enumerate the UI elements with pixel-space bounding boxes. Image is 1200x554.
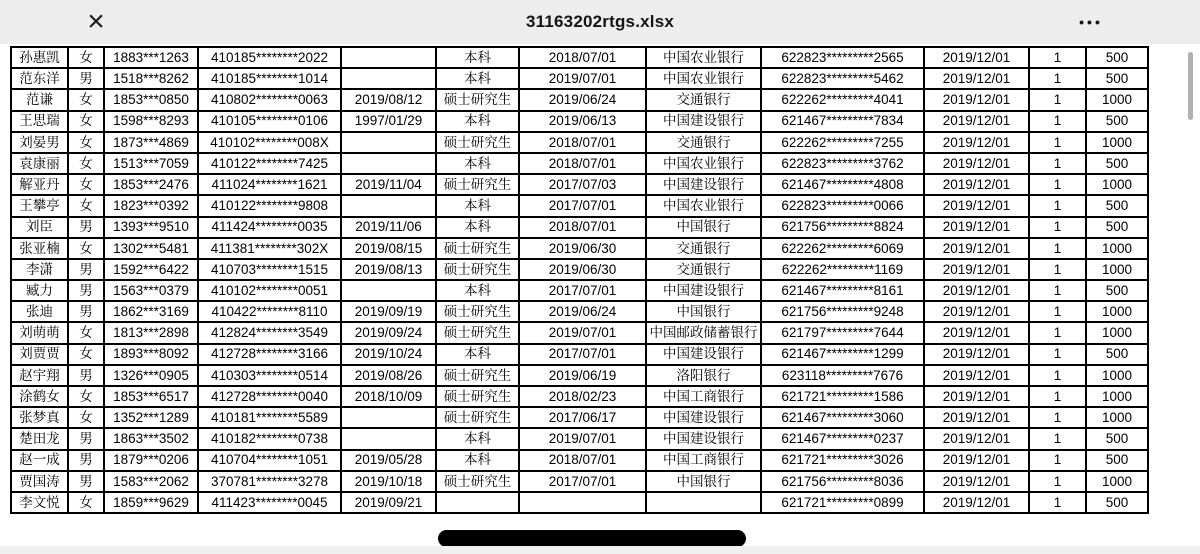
cell-name: 刘晏男 (11, 132, 68, 153)
cell-count: 1 (1029, 195, 1086, 216)
cell-phone: 1518***8262 (104, 68, 198, 89)
cell-bank: 交通银行 (646, 132, 761, 153)
cell-card-number: 622262*********7255 (761, 132, 924, 153)
cell-gender: 男 (68, 365, 104, 386)
cell-date-1: 2019/10/18 (341, 471, 436, 492)
cell-count: 1 (1029, 68, 1086, 89)
cell-date-3: 2019/12/01 (924, 153, 1029, 174)
table-row (11, 153, 1148, 174)
cell-gender: 女 (68, 322, 104, 343)
cell-id-number: 410422********8110 (198, 301, 341, 322)
cell-date-1: 2019/10/24 (341, 344, 436, 365)
cell-date-3: 2019/12/01 (924, 47, 1029, 68)
cell-education: 硕士研究生 (436, 322, 519, 343)
cell-amount: 1000 (1086, 238, 1148, 259)
cell-id-number: 410802********0063 (198, 89, 341, 110)
cell-date-3: 2019/12/01 (924, 174, 1029, 195)
cell-name: 袁康丽 (11, 153, 68, 174)
cell-name: 范东洋 (11, 68, 68, 89)
cell-amount: 500 (1086, 47, 1148, 68)
cell-education: 硕士研究生 (436, 301, 519, 322)
cell-id-number: 410303********0514 (198, 365, 341, 386)
cell-amount: 500 (1086, 450, 1148, 471)
cell-education: 硕士研究生 (436, 407, 519, 428)
cell-date-2: 2018/07/01 (519, 217, 646, 238)
cell-date-2: 2017/07/03 (519, 174, 646, 195)
cell-amount: 1000 (1086, 174, 1148, 195)
cell-card-number: 622823*********2565 (761, 47, 924, 68)
cell-bank: 中国建设银行 (646, 407, 761, 428)
table-row (11, 195, 1148, 216)
cell-name: 刘臣 (11, 217, 68, 238)
cell-date-2: 2019/06/24 (519, 89, 646, 110)
cell-phone: 1592***6422 (104, 259, 198, 280)
cell-date-1: 2019/08/13 (341, 259, 436, 280)
cell-date-1 (341, 153, 436, 174)
cell-phone: 1879***0206 (104, 450, 198, 471)
table-row (11, 492, 1148, 513)
cell-card-number: 622823*********5462 (761, 68, 924, 89)
cell-bank: 交通银行 (646, 238, 761, 259)
cell-date-1: 2019/08/12 (341, 89, 436, 110)
cell-bank: 中国农业银行 (646, 68, 761, 89)
cell-gender: 女 (68, 238, 104, 259)
file-title: 31163202rtgs.xlsx (525, 12, 675, 31)
cell-id-number: 410185********1014 (198, 68, 341, 89)
cell-bank: 中国建设银行 (646, 280, 761, 301)
cell-amount: 1000 (1086, 301, 1148, 322)
cell-card-number: 622823*********3762 (761, 153, 924, 174)
cell-amount: 1000 (1086, 132, 1148, 153)
cell-id-number: 412824********3549 (198, 322, 341, 343)
cell-count: 1 (1029, 450, 1086, 471)
table-row (11, 47, 1148, 68)
cell-id-number: 411423********0045 (198, 492, 341, 513)
cell-name: 李文悦 (11, 492, 68, 513)
cell-id-number: 410102********008X (198, 132, 341, 153)
cell-date-2: 2019/07/01 (519, 322, 646, 343)
cell-education: 本科 (436, 68, 519, 89)
table-row (11, 132, 1148, 153)
cell-education: 本科 (436, 344, 519, 365)
cell-bank: 交通银行 (646, 259, 761, 280)
cell-name: 王攀亭 (11, 195, 68, 216)
cell-id-number: 370781********3278 (198, 471, 341, 492)
cell-gender: 男 (68, 428, 104, 449)
cell-id-number: 410704********1051 (198, 450, 341, 471)
cell-id-number: 411381********302X (198, 238, 341, 259)
cell-count: 1 (1029, 174, 1086, 195)
cell-name: 解亚丹 (11, 174, 68, 195)
cell-id-number: 410703********1515 (198, 259, 341, 280)
cell-name: 张迪 (11, 301, 68, 322)
table-row (11, 301, 1148, 322)
cell-date-2 (519, 492, 646, 513)
cell-phone: 1883***1263 (104, 47, 198, 68)
cell-amount: 500 (1086, 280, 1148, 301)
cell-education: 本科 (436, 450, 519, 471)
cell-phone: 1893***8092 (104, 344, 198, 365)
cell-date-3: 2019/12/01 (924, 111, 1029, 132)
cell-date-2: 2018/07/01 (519, 47, 646, 68)
cell-date-1: 2019/09/24 (341, 322, 436, 343)
cell-gender: 女 (68, 132, 104, 153)
cell-date-3: 2019/12/01 (924, 344, 1029, 365)
cell-id-number: 412728********0040 (198, 386, 341, 407)
cell-count: 1 (1029, 111, 1086, 132)
cell-date-1 (341, 47, 436, 68)
cell-phone: 1873***4869 (104, 132, 198, 153)
redaction-bar (438, 530, 746, 547)
cell-count: 1 (1029, 428, 1086, 449)
cell-education: 本科 (436, 47, 519, 68)
cell-id-number: 411024********1621 (198, 174, 341, 195)
cell-phone: 1302***5481 (104, 238, 198, 259)
cell-gender: 女 (68, 174, 104, 195)
cell-card-number: 621467*********3060 (761, 407, 924, 428)
table-row (11, 407, 1148, 428)
cell-bank: 中国建设银行 (646, 428, 761, 449)
cell-bank: 交通银行 (646, 89, 761, 110)
cell-date-3: 2019/12/01 (924, 68, 1029, 89)
cell-name: 王思瑞 (11, 111, 68, 132)
cell-gender: 男 (68, 217, 104, 238)
cell-name: 张梦真 (11, 407, 68, 428)
cell-date-2: 2019/06/19 (519, 365, 646, 386)
close-button[interactable] (76, 0, 116, 44)
cell-name: 涂鹤女 (11, 386, 68, 407)
cell-date-3: 2019/12/01 (924, 217, 1029, 238)
cell-bank: 中国工商银行 (646, 450, 761, 471)
cell-date-2: 2017/07/01 (519, 195, 646, 216)
cell-gender: 男 (68, 280, 104, 301)
cell-bank: 中国建设银行 (646, 174, 761, 195)
cell-bank: 中国银行 (646, 217, 761, 238)
cell-date-2: 2018/07/01 (519, 132, 646, 153)
cell-phone: 1862***3169 (104, 301, 198, 322)
table-row (11, 322, 1148, 343)
cell-id-number: 410181********5589 (198, 407, 341, 428)
cell-count: 1 (1029, 471, 1086, 492)
cell-card-number: 621721*********1586 (761, 386, 924, 407)
cell-date-2: 2017/07/01 (519, 280, 646, 301)
cell-phone: 1823***0392 (104, 195, 198, 216)
cell-phone: 1563***0379 (104, 280, 198, 301)
cell-amount: 1000 (1086, 365, 1148, 386)
cell-phone: 1583***2062 (104, 471, 198, 492)
cell-gender: 男 (68, 450, 104, 471)
cell-education: 硕士研究生 (436, 89, 519, 110)
cell-date-3: 2019/12/01 (924, 301, 1029, 322)
spreadsheet-view[interactable] (0, 44, 1200, 554)
cell-name: 刘贾贾 (11, 344, 68, 365)
cell-phone: 1513***7059 (104, 153, 198, 174)
cell-date-2: 2017/06/17 (519, 407, 646, 428)
cell-bank: 中国农业银行 (646, 195, 761, 216)
cell-gender: 男 (68, 471, 104, 492)
cell-date-3: 2019/12/01 (924, 132, 1029, 153)
cell-date-1: 2018/10/09 (341, 386, 436, 407)
cell-card-number: 622262*********4041 (761, 89, 924, 110)
cell-date-1: 2019/11/04 (341, 174, 436, 195)
cell-count: 1 (1029, 344, 1086, 365)
cell-name: 贾国涛 (11, 471, 68, 492)
table-row (11, 428, 1148, 449)
more-dots-icon: ••• (1079, 14, 1103, 30)
cell-date-2: 2017/07/01 (519, 471, 646, 492)
cell-phone: 1859***9629 (104, 492, 198, 513)
cell-name: 赵一成 (11, 450, 68, 471)
cell-name: 刘萌萌 (11, 322, 68, 343)
table-row (11, 89, 1148, 110)
cell-card-number: 621756*********8036 (761, 471, 924, 492)
cell-count: 1 (1029, 386, 1086, 407)
cell-date-3: 2019/12/01 (924, 428, 1029, 449)
table-row (11, 217, 1148, 238)
cell-bank: 中国银行 (646, 471, 761, 492)
cell-date-1 (341, 280, 436, 301)
cell-education: 本科 (436, 153, 519, 174)
cell-date-3: 2019/12/01 (924, 195, 1029, 216)
cell-gender: 男 (68, 301, 104, 322)
cell-date-1 (341, 68, 436, 89)
cell-bank (646, 492, 761, 513)
cell-date-2: 2019/06/13 (519, 111, 646, 132)
cell-gender: 女 (68, 386, 104, 407)
cell-bank: 中国农业银行 (646, 47, 761, 68)
cell-date-3: 2019/12/01 (924, 89, 1029, 110)
cell-bank: 中国工商银行 (646, 386, 761, 407)
cell-id-number: 410122********7425 (198, 153, 341, 174)
table-row (11, 471, 1148, 492)
cell-card-number: 621467*********4808 (761, 174, 924, 195)
cell-amount: 500 (1086, 344, 1148, 365)
cell-name: 孙惠凯 (11, 47, 68, 68)
titlebar (0, 0, 1200, 44)
cell-date-2: 2019/07/01 (519, 68, 646, 89)
cell-education: 硕士研究生 (436, 259, 519, 280)
cell-card-number: 621721*********0899 (761, 492, 924, 513)
cell-count: 1 (1029, 492, 1086, 513)
cell-date-1: 2019/11/06 (341, 217, 436, 238)
cell-amount: 500 (1086, 111, 1148, 132)
cell-card-number: 621467*********0237 (761, 428, 924, 449)
cell-date-1: 2019/09/21 (341, 492, 436, 513)
cell-education: 硕士研究生 (436, 174, 519, 195)
cell-amount: 500 (1086, 195, 1148, 216)
close-icon: × (87, 5, 105, 38)
cell-count: 1 (1029, 238, 1086, 259)
table-row (11, 386, 1148, 407)
cell-card-number: 621467*********1299 (761, 344, 924, 365)
cell-id-number: 411424********0035 (198, 217, 341, 238)
cell-phone: 1598***8293 (104, 111, 198, 132)
cell-card-number: 623118*********7676 (761, 365, 924, 386)
data-table (10, 46, 1149, 514)
cell-gender: 女 (68, 492, 104, 513)
cell-gender: 女 (68, 195, 104, 216)
cell-card-number: 621467*********7834 (761, 111, 924, 132)
cell-gender: 女 (68, 89, 104, 110)
cell-card-number: 621467*********8161 (761, 280, 924, 301)
cell-gender: 女 (68, 344, 104, 365)
cell-date-2: 2019/06/30 (519, 238, 646, 259)
cell-amount: 1000 (1086, 89, 1148, 110)
cell-date-1 (341, 195, 436, 216)
cell-count: 1 (1029, 47, 1086, 68)
cell-bank: 中国建设银行 (646, 344, 761, 365)
cell-date-3: 2019/12/01 (924, 492, 1029, 513)
cell-count: 1 (1029, 280, 1086, 301)
bottom-edge (0, 546, 1200, 554)
cell-gender: 女 (68, 153, 104, 174)
cell-date-3: 2019/12/01 (924, 280, 1029, 301)
cell-id-number: 410122********9808 (198, 195, 341, 216)
cell-id-number: 410102********0051 (198, 280, 341, 301)
cell-date-1: 2019/08/15 (341, 238, 436, 259)
cell-education: 本科 (436, 217, 519, 238)
cell-education: 硕士研究生 (436, 386, 519, 407)
cell-date-2: 2019/06/24 (519, 301, 646, 322)
cell-amount: 1000 (1086, 259, 1148, 280)
cell-date-1: 2019/05/28 (341, 450, 436, 471)
cell-date-1 (341, 407, 436, 428)
cell-card-number: 622262*********1169 (761, 259, 924, 280)
cell-amount: 1000 (1086, 322, 1148, 343)
cell-date-3: 2019/12/01 (924, 259, 1029, 280)
cell-gender: 女 (68, 111, 104, 132)
cell-id-number: 412728********3166 (198, 344, 341, 365)
cell-name: 李潇 (11, 259, 68, 280)
cell-date-2: 2019/06/30 (519, 259, 646, 280)
cell-count: 1 (1029, 217, 1086, 238)
cell-gender: 女 (68, 47, 104, 68)
cell-amount: 1000 (1086, 471, 1148, 492)
cell-name: 楚田龙 (11, 428, 68, 449)
cell-count: 1 (1029, 153, 1086, 174)
cell-count: 1 (1029, 89, 1086, 110)
cell-count: 1 (1029, 132, 1086, 153)
cell-date-3: 2019/12/01 (924, 407, 1029, 428)
table-row (11, 344, 1148, 365)
table-row (11, 365, 1148, 386)
cell-card-number: 621756*********8824 (761, 217, 924, 238)
cell-card-number: 621797*********7644 (761, 322, 924, 343)
cell-date-2: 2018/07/01 (519, 450, 646, 471)
cell-phone: 1853***0850 (104, 89, 198, 110)
cell-amount: 500 (1086, 153, 1148, 174)
cell-phone: 1853***2476 (104, 174, 198, 195)
cell-amount: 1000 (1086, 386, 1148, 407)
cell-id-number: 410185********2022 (198, 47, 341, 68)
cell-date-1 (341, 132, 436, 153)
cell-phone: 1326***0905 (104, 365, 198, 386)
table-row (11, 259, 1148, 280)
cell-date-2: 2019/07/01 (519, 428, 646, 449)
cell-amount: 500 (1086, 217, 1148, 238)
cell-education: 本科 (436, 195, 519, 216)
cell-card-number: 622823*********0066 (761, 195, 924, 216)
more-menu-button[interactable] (1070, 0, 1112, 44)
cell-count: 1 (1029, 407, 1086, 428)
cell-phone: 1863***3502 (104, 428, 198, 449)
cell-gender: 男 (68, 68, 104, 89)
cell-education: 硕士研究生 (436, 471, 519, 492)
cell-id-number: 410182********0738 (198, 428, 341, 449)
table-row (11, 174, 1148, 195)
cell-bank: 中国银行 (646, 301, 761, 322)
cell-education (436, 492, 519, 513)
cell-name: 赵宇翔 (11, 365, 68, 386)
cell-date-2: 2018/07/01 (519, 153, 646, 174)
cell-count: 1 (1029, 322, 1086, 343)
cell-date-2: 2017/07/01 (519, 344, 646, 365)
cell-education: 本科 (436, 428, 519, 449)
cell-date-3: 2019/12/01 (924, 450, 1029, 471)
table-row (11, 450, 1148, 471)
cell-amount: 500 (1086, 428, 1148, 449)
cell-count: 1 (1029, 301, 1086, 322)
cell-phone: 1393***9510 (104, 217, 198, 238)
cell-phone: 1853***6517 (104, 386, 198, 407)
cell-date-1: 2019/09/19 (341, 301, 436, 322)
cell-phone: 1352***1289 (104, 407, 198, 428)
cell-gender: 男 (68, 259, 104, 280)
table-row (11, 68, 1148, 89)
vertical-scrollbar-thumb[interactable] (1188, 52, 1193, 120)
cell-date-3: 2019/12/01 (924, 386, 1029, 407)
cell-name: 张亚楠 (11, 238, 68, 259)
cell-education: 硕士研究生 (436, 132, 519, 153)
cell-education: 硕士研究生 (436, 365, 519, 386)
cell-education: 本科 (436, 111, 519, 132)
cell-education: 本科 (436, 280, 519, 301)
cell-date-3: 2019/12/01 (924, 238, 1029, 259)
cell-card-number: 621721*********3026 (761, 450, 924, 471)
cell-card-number: 622262*********6069 (761, 238, 924, 259)
cell-bank: 中国建设银行 (646, 111, 761, 132)
cell-amount: 1000 (1086, 407, 1148, 428)
cell-name: 范谦 (11, 89, 68, 110)
cell-card-number: 621756*********9248 (761, 301, 924, 322)
cell-education: 硕士研究生 (436, 238, 519, 259)
cell-bank: 中国邮政储蓄银行 (646, 322, 761, 343)
cell-amount: 500 (1086, 68, 1148, 89)
cell-date-2: 2018/02/23 (519, 386, 646, 407)
cell-date-3: 2019/12/01 (924, 471, 1029, 492)
cell-name: 臧力 (11, 280, 68, 301)
table-row (11, 280, 1148, 301)
cell-count: 1 (1029, 259, 1086, 280)
cell-date-1 (341, 428, 436, 449)
cell-count: 1 (1029, 365, 1086, 386)
cell-gender: 女 (68, 407, 104, 428)
cell-date-1: 2019/08/26 (341, 365, 436, 386)
table-row (11, 238, 1148, 259)
cell-amount: 500 (1086, 492, 1148, 513)
cell-date-3: 2019/12/01 (924, 322, 1029, 343)
cell-bank: 中国农业银行 (646, 153, 761, 174)
table-row (11, 111, 1148, 132)
cell-id-number: 410105********0106 (198, 111, 341, 132)
cell-phone: 1813***2898 (104, 322, 198, 343)
cell-bank: 洛阳银行 (646, 365, 761, 386)
cell-date-1: 1997/01/29 (341, 111, 436, 132)
cell-date-3: 2019/12/01 (924, 365, 1029, 386)
